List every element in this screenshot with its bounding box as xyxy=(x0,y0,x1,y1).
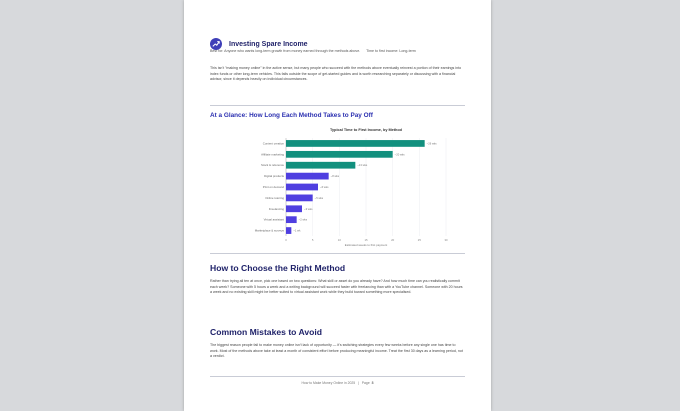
y-category-label: Freelancing xyxy=(268,206,284,211)
y-category-label: Online tutoring xyxy=(265,195,284,200)
bar-value-label: ~8 wks xyxy=(330,175,340,179)
bar xyxy=(286,227,291,234)
x-tick-label: 15 xyxy=(364,238,368,242)
time-to-income-text: Time to first income: Long-term xyxy=(366,49,416,53)
bar xyxy=(286,195,313,202)
bar xyxy=(286,173,329,180)
bar xyxy=(286,151,393,158)
mistakes-heading: Common Mistakes to Avoid xyxy=(210,327,323,337)
page-footer xyxy=(210,381,465,385)
mistakes-body: The biggest reason people fail to make money online isn't lack of opportunity — it's switching strategies every few weeks before any single one has time to work. Most of the methods above take at least a month of consistent effort before producing meaningful income. Treat the first 30 days as a learning period, not a verdict. xyxy=(210,343,463,359)
bar-value-label: ~26 wks xyxy=(426,142,437,146)
x-axis-label: Estimated weeks to first payment xyxy=(344,243,388,247)
bar-value-label: ~6 wks xyxy=(320,186,329,189)
section-title: Investing Spare Income xyxy=(229,40,308,48)
bar xyxy=(286,140,425,147)
bar-value-label: ~20 wks xyxy=(394,153,405,157)
divider xyxy=(210,105,465,106)
glance-heading: At a Glance: How Long Each Method Takes to Pay Off xyxy=(210,112,373,119)
bar xyxy=(286,205,302,212)
x-tick-label: 20 xyxy=(391,238,395,242)
bar-value-label: ~2 wks xyxy=(298,218,308,222)
y-category-label: Print on demand xyxy=(262,185,284,189)
footer-title: How to Make Money Online in 2025 xyxy=(301,381,356,385)
document-page xyxy=(184,0,491,411)
bar-value-label: ~1 wk xyxy=(293,229,301,233)
chart-title: Typical Time to First Income, by Method xyxy=(329,128,403,132)
x-tick-label: 0 xyxy=(285,238,287,242)
y-category-label: Marketplace & surveys xyxy=(254,228,284,233)
y-category-label: Stock & reference xyxy=(261,163,284,168)
y-category-label: Affiliate marketing xyxy=(261,152,284,157)
y-category-label: Virtual assistant xyxy=(263,217,284,222)
bar xyxy=(286,184,318,191)
bar-value-label: ~13 wks xyxy=(357,164,368,168)
chart-svg xyxy=(226,124,458,248)
x-tick-label: 30 xyxy=(444,238,448,242)
bar xyxy=(286,162,355,169)
y-category-label: Digital products xyxy=(264,174,284,179)
bar-chart xyxy=(226,124,458,248)
x-tick-label: 25 xyxy=(417,238,421,242)
choose-heading: How to Choose the Right Method xyxy=(210,263,346,273)
footer-separator: | xyxy=(358,381,359,385)
choose-body: Rather than trying all ten at once, pick one based on two questions: What skill or asset do you already have? And how much time can you realistically commit each week? Someone with 5 hours a week and a writing background will succeed faster with freelancing than with a YouTube channel. Someone with 20 hours a week and no existing skill might be better suited to virtual assistant work while they build toward something more specialised. xyxy=(210,279,463,295)
x-tick-label: 10 xyxy=(337,238,341,242)
divider xyxy=(210,253,465,254)
bar-value-label: ~5 wks xyxy=(314,196,324,200)
y-category-label: Content creation xyxy=(262,141,284,146)
footer-page-number: 8 xyxy=(371,381,374,385)
best-for-text: Best for: Anyone who wants long-term growth from money earned through the methods above. xyxy=(210,49,361,53)
section-body: This isn't "making money online" in the active sense, but many people who succeed with the methods above eventually reinvest a portion of their earnings into index funds or other long-term vehicles. This falls outside the scope of get-started guides and is worth researching separately or discussing with a financial advisor, since it depends heavily on individual circumstances. xyxy=(210,66,462,82)
x-tick-label: 5 xyxy=(311,238,314,242)
bar xyxy=(286,216,297,223)
footer-page-label: Page xyxy=(361,381,370,385)
section-meta xyxy=(210,49,465,54)
bar-value-label: ~3 wks xyxy=(304,207,313,211)
divider xyxy=(210,376,465,377)
